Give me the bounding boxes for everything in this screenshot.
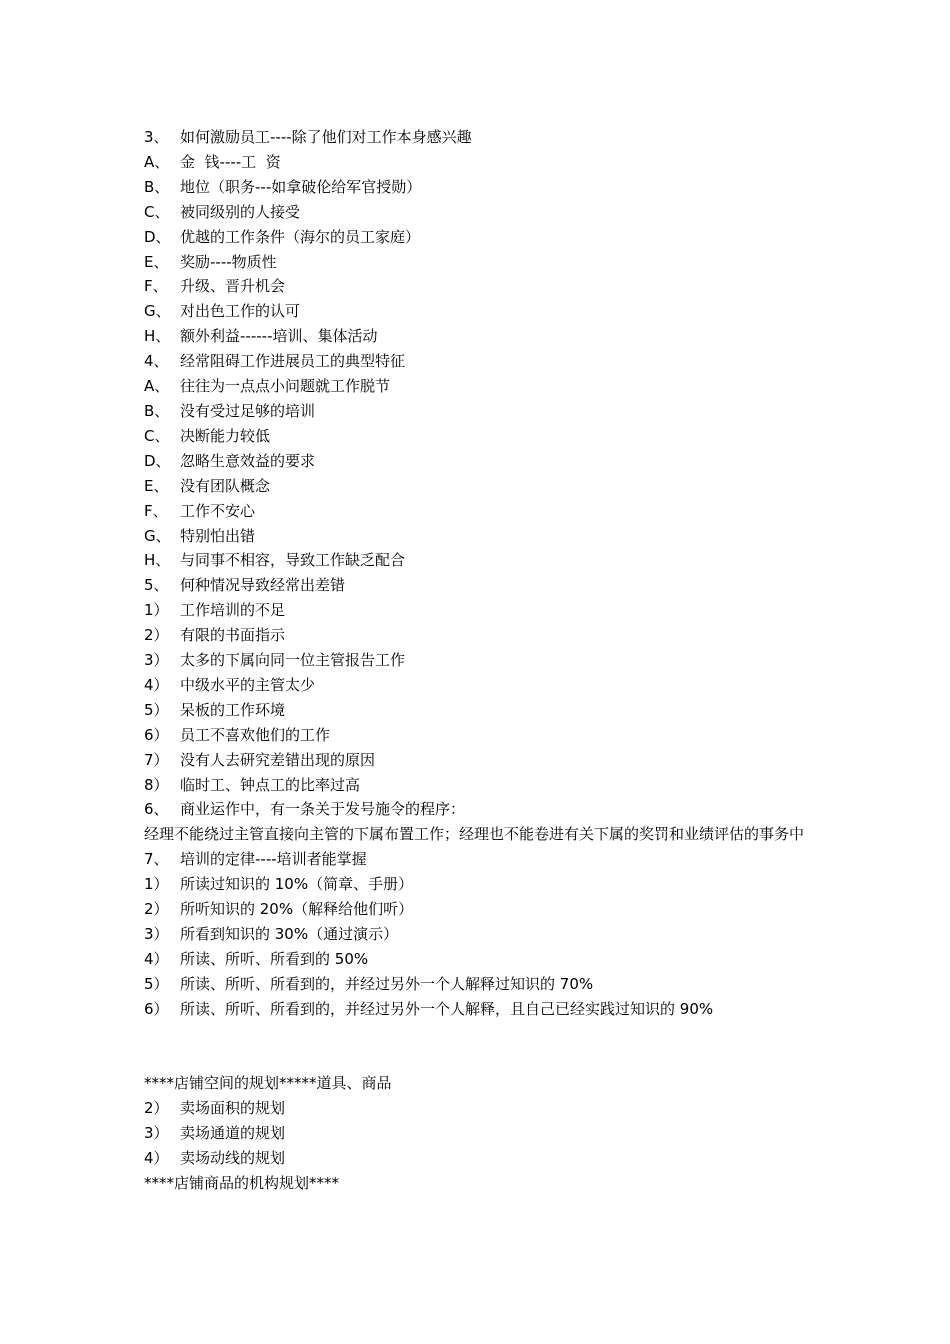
- item-marker: D、: [144, 227, 171, 246]
- item-text: 卖场动线的规划: [180, 1149, 286, 1168]
- item-text: 对出色工作的认可: [180, 302, 301, 321]
- list-item: [144, 897, 814, 922]
- item-marker: 2）: [144, 900, 169, 919]
- section-number: 6、: [144, 800, 169, 819]
- item-marker: 1）: [144, 601, 169, 620]
- item-text: 决断能力较低: [180, 426, 271, 445]
- item-text: 没有团队概念: [180, 476, 271, 495]
- list-item: [144, 947, 814, 972]
- list-item: [144, 524, 814, 549]
- list-item: [144, 1096, 814, 1121]
- item-text: 额外利益------培训、集体活动: [180, 327, 378, 346]
- item-marker: 3）: [144, 1124, 169, 1143]
- item-text: 所读、所听、所看到的 50%: [180, 949, 369, 968]
- list-item: [144, 673, 814, 698]
- section-number: 3、: [144, 128, 169, 146]
- item-marker: 7）: [144, 750, 169, 769]
- item-text: 卖场面积的规划: [180, 1099, 286, 1118]
- item-text: 所读、所听、所看到的，并经过另外一个人解释过知识的 70%: [180, 974, 594, 993]
- section-number: 4、: [144, 352, 169, 371]
- item-marker: 1）: [144, 875, 169, 894]
- section-7-heading: [144, 847, 814, 872]
- item-marker: E、: [144, 252, 169, 271]
- item-marker: 8）: [144, 775, 169, 794]
- store-space-heading: ****店铺空间的规划*****道具、商品: [144, 1074, 392, 1093]
- section-title: 何种情况导致经常出差错: [180, 576, 346, 595]
- item-text: 所看到知识的 30%（通过演示）: [180, 925, 399, 943]
- item-marker: 6）: [144, 999, 169, 1018]
- section-3-heading: [144, 125, 814, 150]
- list-item: [144, 474, 814, 499]
- item-marker: 3）: [144, 651, 169, 670]
- list-item: [144, 1121, 814, 1146]
- list-item: [144, 748, 814, 773]
- item-marker: 4）: [144, 675, 169, 694]
- item-marker: B、: [144, 401, 170, 420]
- list-item: [144, 723, 814, 748]
- section-title: 经常阻碍工作进展员工的典型特征: [180, 352, 406, 371]
- item-text: 被同级别的人接受: [180, 202, 301, 221]
- list-item: [144, 225, 814, 250]
- item-marker: C、: [144, 426, 170, 445]
- section-title: 商业运作中，有一条关于发号施令的程序：: [180, 800, 466, 819]
- list-item: [144, 773, 814, 798]
- document-page: [144, 125, 814, 1196]
- item-marker: 2）: [144, 1099, 169, 1118]
- list-item: [144, 698, 814, 723]
- item-text: 优越的工作条件（海尔的员工家庭）: [180, 227, 421, 246]
- item-marker: F、: [144, 501, 168, 520]
- list-item: [144, 274, 814, 299]
- item-marker: A、: [144, 152, 170, 171]
- item-text: 没有人去研究差错出现的原因: [180, 750, 376, 769]
- item-marker: G、: [144, 526, 171, 545]
- item-text: 太多的下属向同一位主管报告工作: [180, 651, 406, 670]
- list-item: [144, 972, 814, 997]
- list-item: [144, 424, 814, 449]
- item-text: 中级水平的主管太少: [180, 675, 316, 694]
- item-marker: 5）: [144, 974, 169, 993]
- item-text: 所读过知识的 10%（简章、手册）: [180, 875, 414, 894]
- item-text: 工作培训的不足: [180, 601, 286, 620]
- list-item: [144, 598, 814, 623]
- list-item: [144, 648, 814, 673]
- item-text: 有限的书面指示: [180, 626, 286, 645]
- item-text: 奖励----物质性: [180, 252, 277, 271]
- list-item: [144, 299, 814, 324]
- item-text: 忽略生意效益的要求: [180, 451, 316, 470]
- section-4-heading: [144, 349, 814, 374]
- item-marker: F、: [144, 277, 168, 296]
- item-text: 金 钱----工 资: [180, 152, 281, 171]
- list-item: [144, 499, 814, 524]
- item-marker: 5）: [144, 700, 169, 719]
- list-item: [144, 399, 814, 424]
- item-text: 地位（职务---如拿破伦给军官授勋）: [180, 177, 422, 196]
- item-marker: 2）: [144, 626, 169, 645]
- item-text: 与同事不相容，导致工作缺乏配合: [180, 551, 406, 570]
- list-item: [144, 1146, 814, 1171]
- store-goods-heading: ****店铺商品的机构规划****: [144, 1174, 340, 1193]
- section-title: 如何激励员工----除了他们对工作本身感兴趣: [180, 128, 472, 146]
- list-item: [144, 250, 814, 275]
- item-text: 特别怕出错: [180, 526, 256, 545]
- item-text: 往往为一点点小问题就工作脱节: [180, 377, 391, 396]
- item-text: 呆板的工作环境: [180, 700, 286, 719]
- item-marker: 3）: [144, 925, 169, 943]
- section-5-heading: [144, 573, 814, 598]
- list-item: [144, 922, 814, 947]
- item-marker: H、: [144, 327, 171, 346]
- list-item: [144, 150, 814, 175]
- list-item: [144, 374, 814, 399]
- item-marker: C、: [144, 202, 170, 221]
- section-6-paragraph: 经理不能绕过主管直接向主管的下属布置工作；经理也不能卷进有关下属的奖罚和业绩评估的事务中: [144, 825, 805, 844]
- list-item: [144, 449, 814, 474]
- section-number: 7、: [144, 850, 169, 869]
- item-marker: B、: [144, 177, 170, 196]
- item-marker: H、: [144, 551, 171, 570]
- item-text: 卖场通道的规划: [180, 1124, 286, 1143]
- item-marker: 4）: [144, 949, 169, 968]
- item-text: 没有受过足够的培训: [180, 401, 316, 420]
- item-marker: E、: [144, 476, 169, 495]
- list-item: [144, 175, 814, 200]
- item-marker: G、: [144, 302, 171, 321]
- item-text: 临时工、钟点工的比率过高: [180, 775, 361, 794]
- section-6-heading: [144, 797, 814, 822]
- item-text: 员工不喜欢他们的工作: [180, 725, 331, 744]
- item-marker: 4）: [144, 1149, 169, 1168]
- blank-space: [144, 1022, 814, 1072]
- list-item: [144, 324, 814, 349]
- item-marker: A、: [144, 377, 170, 396]
- item-text: 升级、晋升机会: [180, 277, 286, 296]
- list-item: [144, 623, 814, 648]
- list-item: [144, 200, 814, 225]
- item-text: 工作不安心: [180, 501, 256, 520]
- item-text: 所读、所听、所看到的，并经过另外一个人解释，且自己已经实践过知识的 90%: [180, 999, 714, 1018]
- list-item: [144, 997, 814, 1022]
- section-number: 5、: [144, 576, 169, 595]
- item-text: 所听知识的 20%（解释给他们听）: [180, 900, 414, 919]
- item-marker: D、: [144, 451, 171, 470]
- list-item: [144, 872, 814, 897]
- section-title: 培训的定律----培训者能掌握: [180, 850, 367, 869]
- list-item: [144, 548, 814, 573]
- item-marker: 6）: [144, 725, 169, 744]
